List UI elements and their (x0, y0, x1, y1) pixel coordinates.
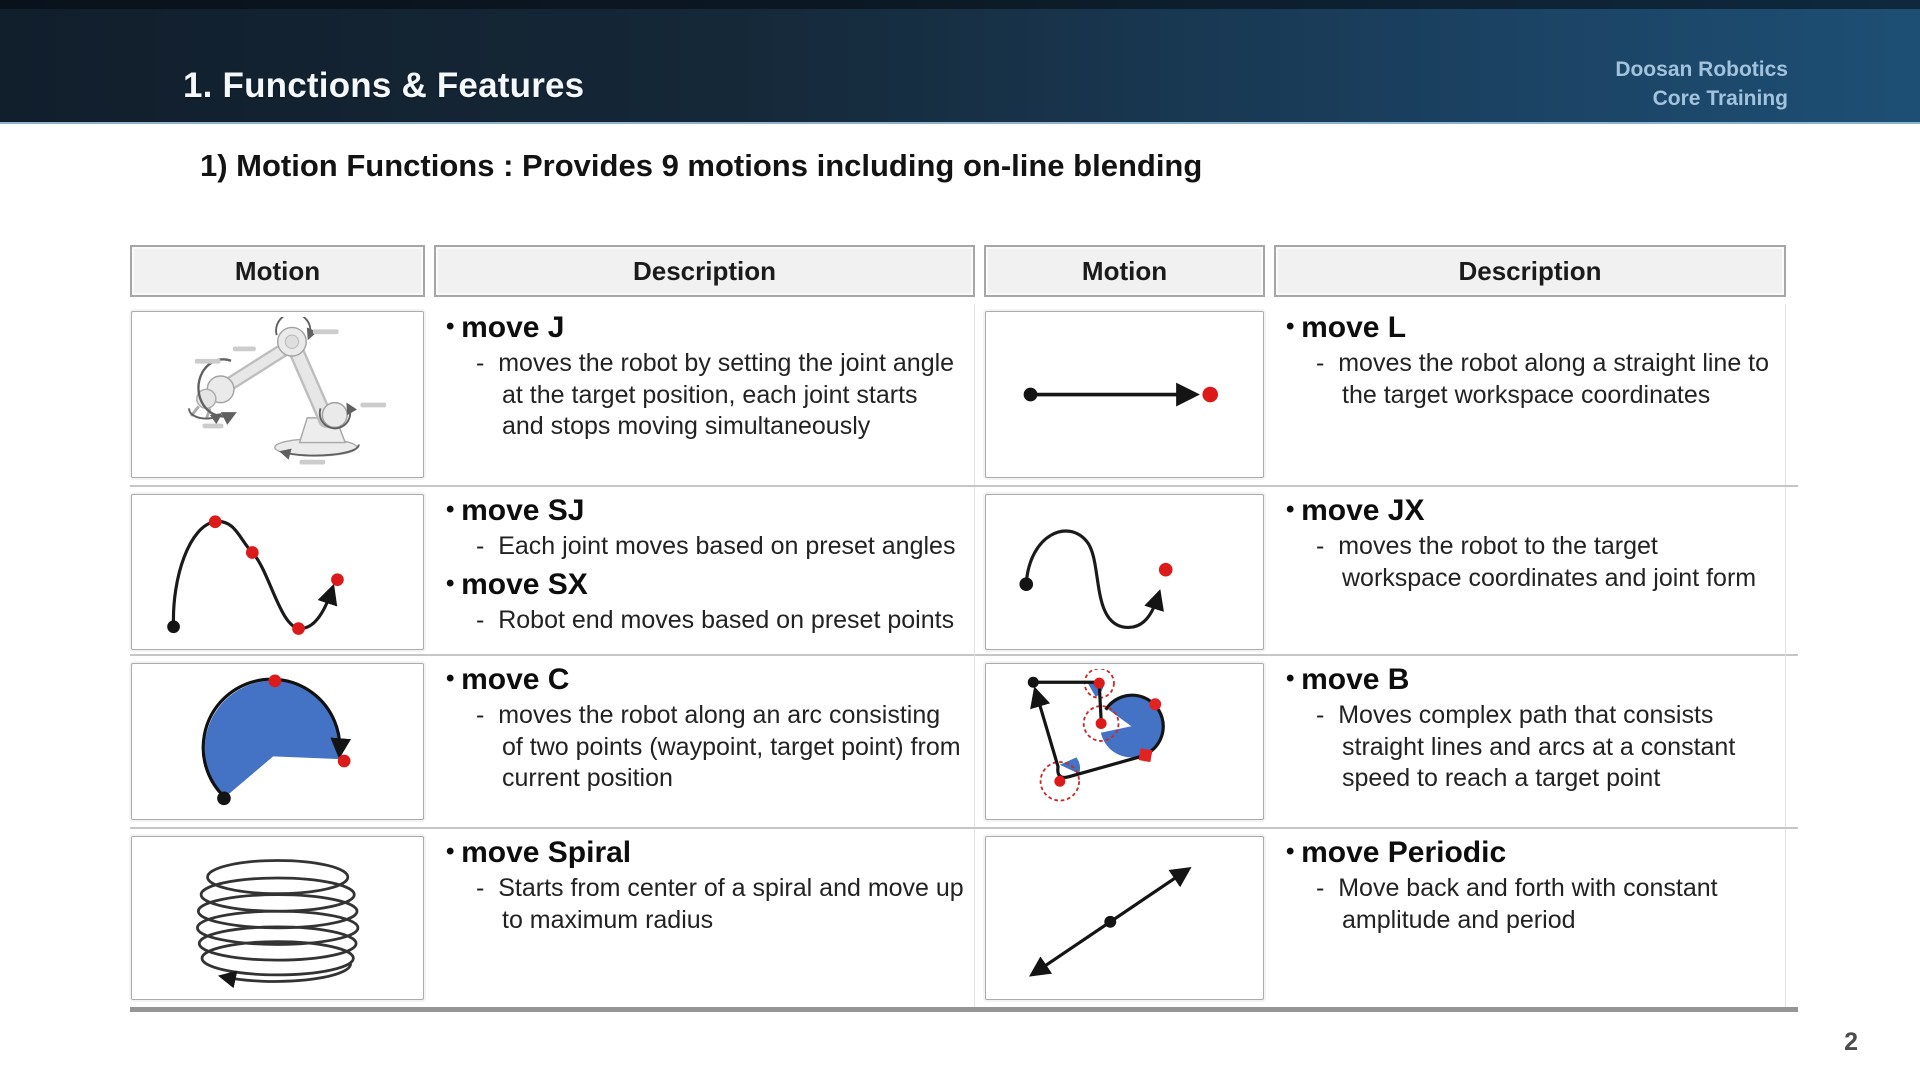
motion-name: • move Spiral (446, 835, 966, 871)
table-row (130, 829, 1798, 1012)
brand-block (1615, 56, 1788, 114)
motion-cell (984, 304, 1265, 485)
motion-entry (446, 567, 966, 637)
motion-description: - Each joint moves based on preset angles (446, 531, 966, 563)
motion-diagram-box (985, 311, 1264, 478)
description-cell (434, 487, 975, 657)
header-motion-2: Motion (984, 245, 1265, 297)
section-subtitle: 1) Motion Functions : Provides 9 motions including on-line blending (200, 148, 1203, 183)
motion-description: - Robot end moves based on preset points (446, 605, 966, 637)
motion-diagram-box (985, 836, 1264, 1000)
motion-entry (1286, 310, 1777, 411)
description-cell (1274, 829, 1786, 1007)
motion-cell (130, 656, 425, 827)
motion-cell (130, 829, 425, 1007)
straight-line-motion-diagram (992, 317, 1258, 472)
motion-cell (130, 304, 425, 485)
motion-diagram-box (131, 494, 424, 650)
robot-arm-joint-motion-diagram (138, 317, 417, 472)
slide-title: 1. Functions & Features (183, 66, 585, 105)
motion-name: • move JX (1286, 493, 1777, 529)
motion-entry (446, 310, 966, 443)
periodic-motion-diagram (992, 842, 1258, 994)
motion-entry (446, 493, 966, 563)
motion-description: - Starts from center of a spiral and move up to maximum radius (446, 873, 966, 936)
description-cell (1274, 487, 1786, 657)
motion-diagram-box (131, 663, 424, 820)
motion-name: • move SX (446, 567, 966, 603)
table-row (130, 487, 1798, 656)
description-cell (434, 656, 975, 827)
motion-cell (984, 487, 1265, 657)
brand-line-1: Doosan Robotics (1615, 58, 1788, 81)
brand-line-2: Core Training (1652, 86, 1788, 110)
motion-name: • move J (446, 310, 966, 346)
motion-diagram-box (985, 663, 1264, 820)
motion-cell (984, 829, 1265, 1007)
motion-description: - moves the robot by setting the joint angle at the target position, each joint starts and stops moving simultaneously (446, 348, 966, 443)
motion-name: • move SJ (446, 493, 966, 529)
motion-entry (446, 835, 966, 936)
motion-description: - Moves complex path that consists straight lines and arcs at a constant speed to reach a target point (1286, 700, 1777, 795)
motion-description: - moves the robot along an arc consisting of two points (waypoint, target point) from current position (446, 700, 966, 795)
motion-description: - moves the robot to the target workspace coordinates and joint form (1286, 531, 1777, 594)
motion-entry (446, 662, 966, 795)
table-header-row (130, 245, 1798, 297)
arc-motion-diagram (138, 669, 417, 815)
motion-diagram-box (985, 494, 1264, 650)
description-cell (434, 829, 975, 1007)
motion-functions-table (130, 245, 1798, 1012)
blended-path-motion-diagram (992, 669, 1258, 815)
table-row (130, 304, 1798, 487)
description-cell (1274, 304, 1786, 485)
motion-name: • move Periodic (1286, 835, 1777, 871)
description-cell (1274, 656, 1786, 827)
header-motion-1: Motion (130, 245, 425, 297)
motion-description: - Move back and forth with constant amplitude and period (1286, 873, 1777, 936)
motion-name: • move L (1286, 310, 1777, 346)
s-curve-motion-diagram (992, 500, 1258, 645)
motion-name: • move B (1286, 662, 1777, 698)
motion-diagram-box (131, 311, 424, 478)
motion-diagram-box (131, 836, 424, 1000)
motion-description: - moves the robot along a straight line to the target workspace coordinates (1286, 348, 1777, 411)
spiral-motion-diagram (138, 842, 417, 994)
motion-name: • move C (446, 662, 966, 698)
motion-entry (1286, 835, 1777, 936)
page-number: 2 (1844, 1028, 1858, 1056)
motion-cell (130, 487, 425, 657)
header-description-1: Description (434, 245, 975, 297)
slide-header-bar (0, 0, 1920, 124)
motion-cell (984, 656, 1265, 827)
description-cell (434, 304, 975, 485)
spline-joint-motion-diagram (138, 500, 417, 645)
header-description-2: Description (1274, 245, 1786, 297)
table-row (130, 656, 1798, 829)
motion-entry (1286, 662, 1777, 795)
motion-entry (1286, 493, 1777, 594)
